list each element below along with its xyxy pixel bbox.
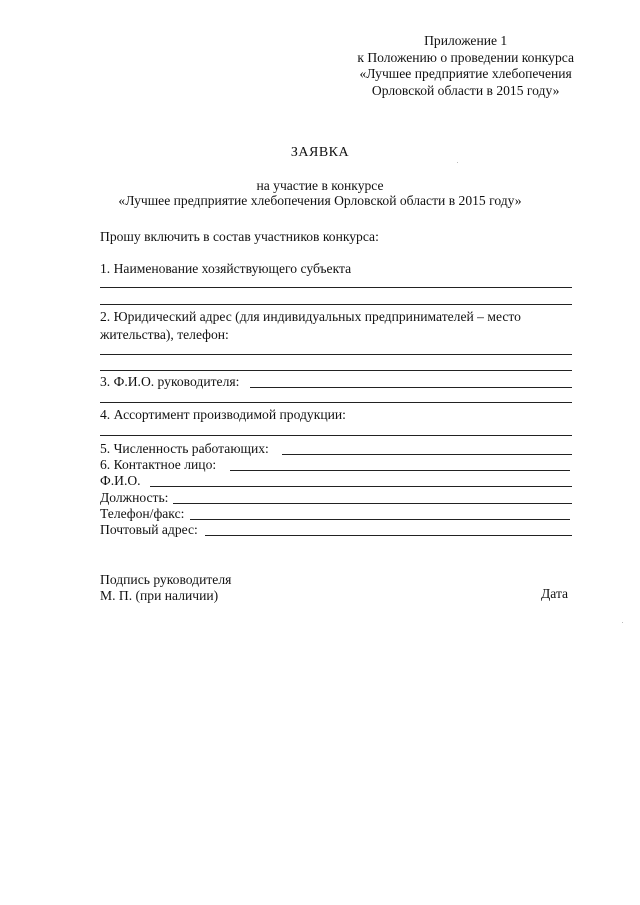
item-5-label: 5. Численность работающих:: [100, 441, 269, 456]
appendix-header: [357, 33, 574, 99]
item-4-line-1[interactable]: [100, 435, 572, 436]
signature-head-label: Подпись руководителя: [100, 572, 232, 587]
fio-label: Ф.И.О.: [100, 473, 141, 488]
position-fill-line[interactable]: [173, 503, 572, 504]
item-6-fill-line[interactable]: [230, 470, 570, 471]
item-1-label: 1. Наименование хозяйствующего субъекта: [100, 261, 352, 276]
document-title: ЗАЯВКА: [290, 145, 350, 160]
item-2-label-line-2: жительства), телефон:: [100, 327, 229, 342]
item-3-fill-line[interactable]: [250, 387, 572, 388]
item-1-line-2[interactable]: [100, 304, 572, 305]
position-label: Должность:: [100, 490, 169, 505]
item-3-line-2[interactable]: [100, 402, 572, 403]
appendix-line-4: Орловской области в 2015 году»: [371, 82, 560, 98]
appendix-line-2: к Положению о проведении конкурса: [357, 49, 574, 65]
scan-speck: [457, 162, 458, 163]
stamp-label: М. П. (при наличии): [100, 588, 219, 603]
intro-text: Прошу включить в состав участников конкурса:: [100, 229, 379, 244]
item-3-label: 3. Ф.И.О. руководителя:: [100, 374, 240, 389]
item-6-label: 6. Контактное лицо:: [100, 457, 217, 472]
phone-fax-fill-line[interactable]: [190, 519, 570, 520]
fio-fill-line[interactable]: [150, 486, 572, 487]
subtitle-line-2: «Лучшее предприятие хлебопечения Орловской области в 2015 году»: [118, 193, 522, 208]
item-5-fill-line[interactable]: [282, 454, 572, 455]
postal-address-fill-line[interactable]: [205, 535, 572, 536]
postal-address-label: Почтовый адрес:: [100, 522, 198, 537]
item-4-label: 4. Ассортимент производимой продукции:: [100, 407, 346, 422]
item-2-label-line-1: 2. Юридический адрес (для индивидуальных предпринимателей – место: [100, 309, 521, 324]
appendix-line-1: Приложение 1: [424, 33, 508, 48]
date-label: Дата: [541, 586, 569, 601]
item-1-line-1[interactable]: [100, 287, 572, 288]
appendix-line-3: «Лучшее предприятие хлебопечения: [359, 66, 572, 81]
item-2-line-1[interactable]: [100, 354, 572, 355]
phone-fax-label: Телефон/факс:: [100, 506, 185, 521]
subtitle-line-1: на участие в конкурсе: [256, 178, 384, 193]
scan-speck: [622, 622, 623, 623]
item-2-line-2[interactable]: [100, 370, 572, 371]
